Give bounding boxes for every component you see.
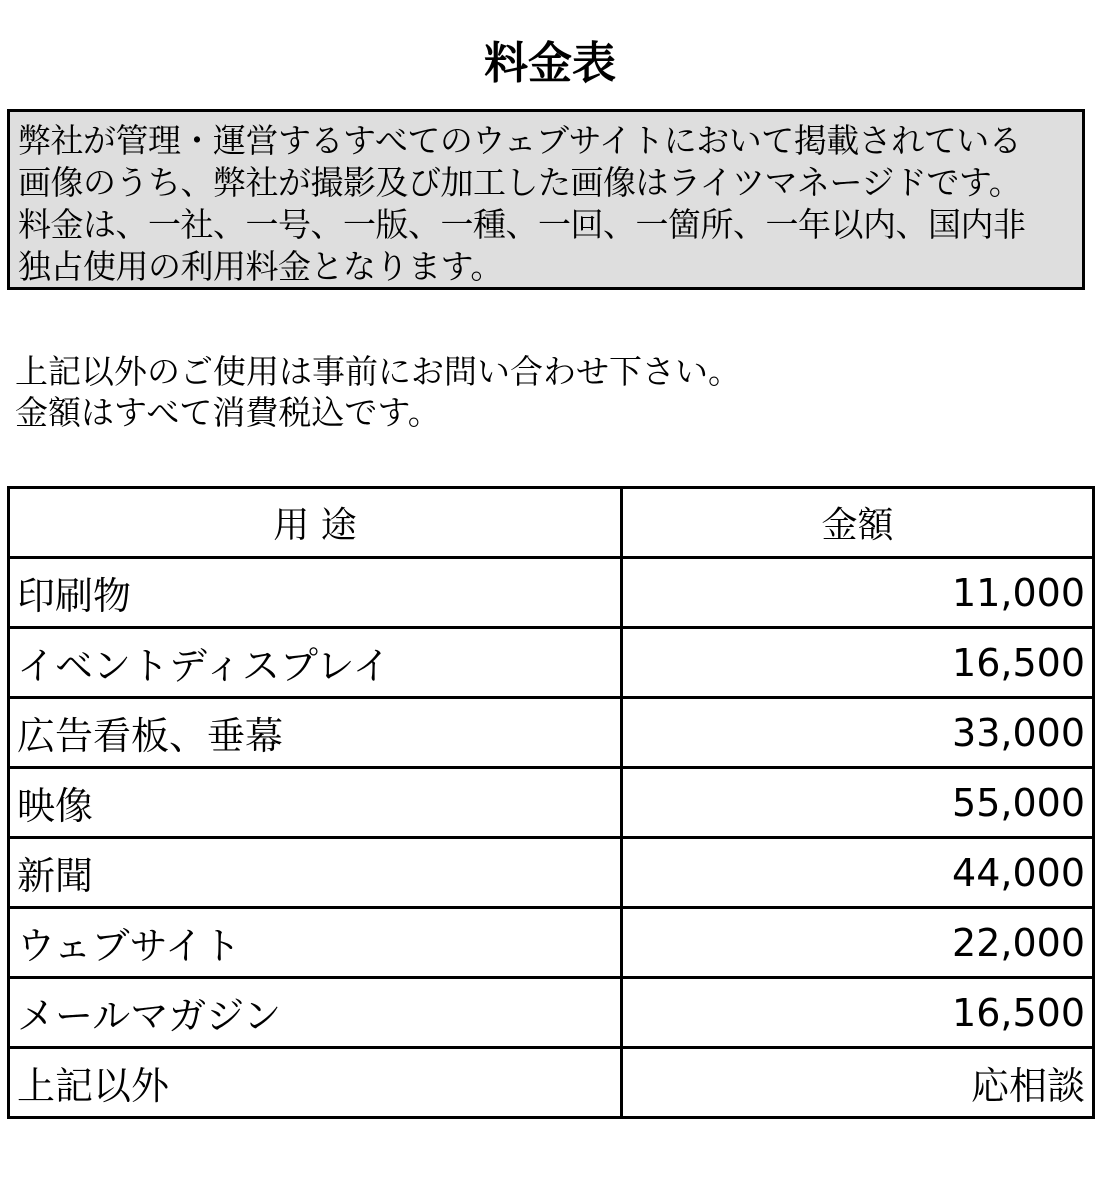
table-header-row	[9, 488, 1094, 558]
price-cell: 22,000	[622, 908, 1094, 978]
notice-line: 画像のうち、弊社が撮影及び加工した画像はライツマネージドです。	[18, 163, 1022, 202]
use-cell: 映像	[9, 768, 622, 838]
price-cell: 44,000	[622, 838, 1094, 908]
price-cell: 応相談	[622, 1048, 1094, 1118]
notice-line: 独占使用の利用料金となります。	[18, 247, 503, 286]
table-row	[9, 768, 1094, 838]
notice-line: 弊社が管理・運営するすべてのウェブサイトにおいて掲載されている	[18, 121, 1022, 160]
use-cell: 新聞	[9, 838, 622, 908]
table-row	[9, 1048, 1094, 1118]
price-cell: 33,000	[622, 698, 1094, 768]
table-row	[9, 838, 1094, 908]
use-cell: イベントディスプレイ	[9, 628, 622, 698]
price-cell: 16,500	[622, 628, 1094, 698]
notice-box	[7, 109, 1085, 290]
header-price: 金額	[622, 488, 1094, 558]
tax-note: 金額はすべて消費税込です。	[15, 393, 441, 432]
use-cell: 広告看板、垂幕	[9, 698, 622, 768]
table-row	[9, 978, 1094, 1048]
table-row	[9, 558, 1094, 628]
use-cell: 印刷物	[9, 558, 622, 628]
price-cell: 55,000	[622, 768, 1094, 838]
inquiry-note: 上記以外のご使用は事前にお問い合わせ下さい。	[15, 352, 741, 391]
use-cell: ウェブサイト	[9, 908, 622, 978]
price-cell: 16,500	[622, 978, 1094, 1048]
header-use: 用 途	[9, 488, 622, 558]
use-cell: メールマガジン	[9, 978, 622, 1048]
use-cell: 上記以外	[9, 1048, 622, 1118]
table-row	[9, 628, 1094, 698]
price-table	[7, 486, 1095, 1119]
table-row	[9, 698, 1094, 768]
page-title: 料金表	[484, 38, 616, 89]
notice-line: 料金は、一社、一号、一版、一種、一回、一箇所、一年以内、国内非	[18, 205, 1026, 244]
table-row	[9, 908, 1094, 978]
price-cell: 11,000	[622, 558, 1094, 628]
